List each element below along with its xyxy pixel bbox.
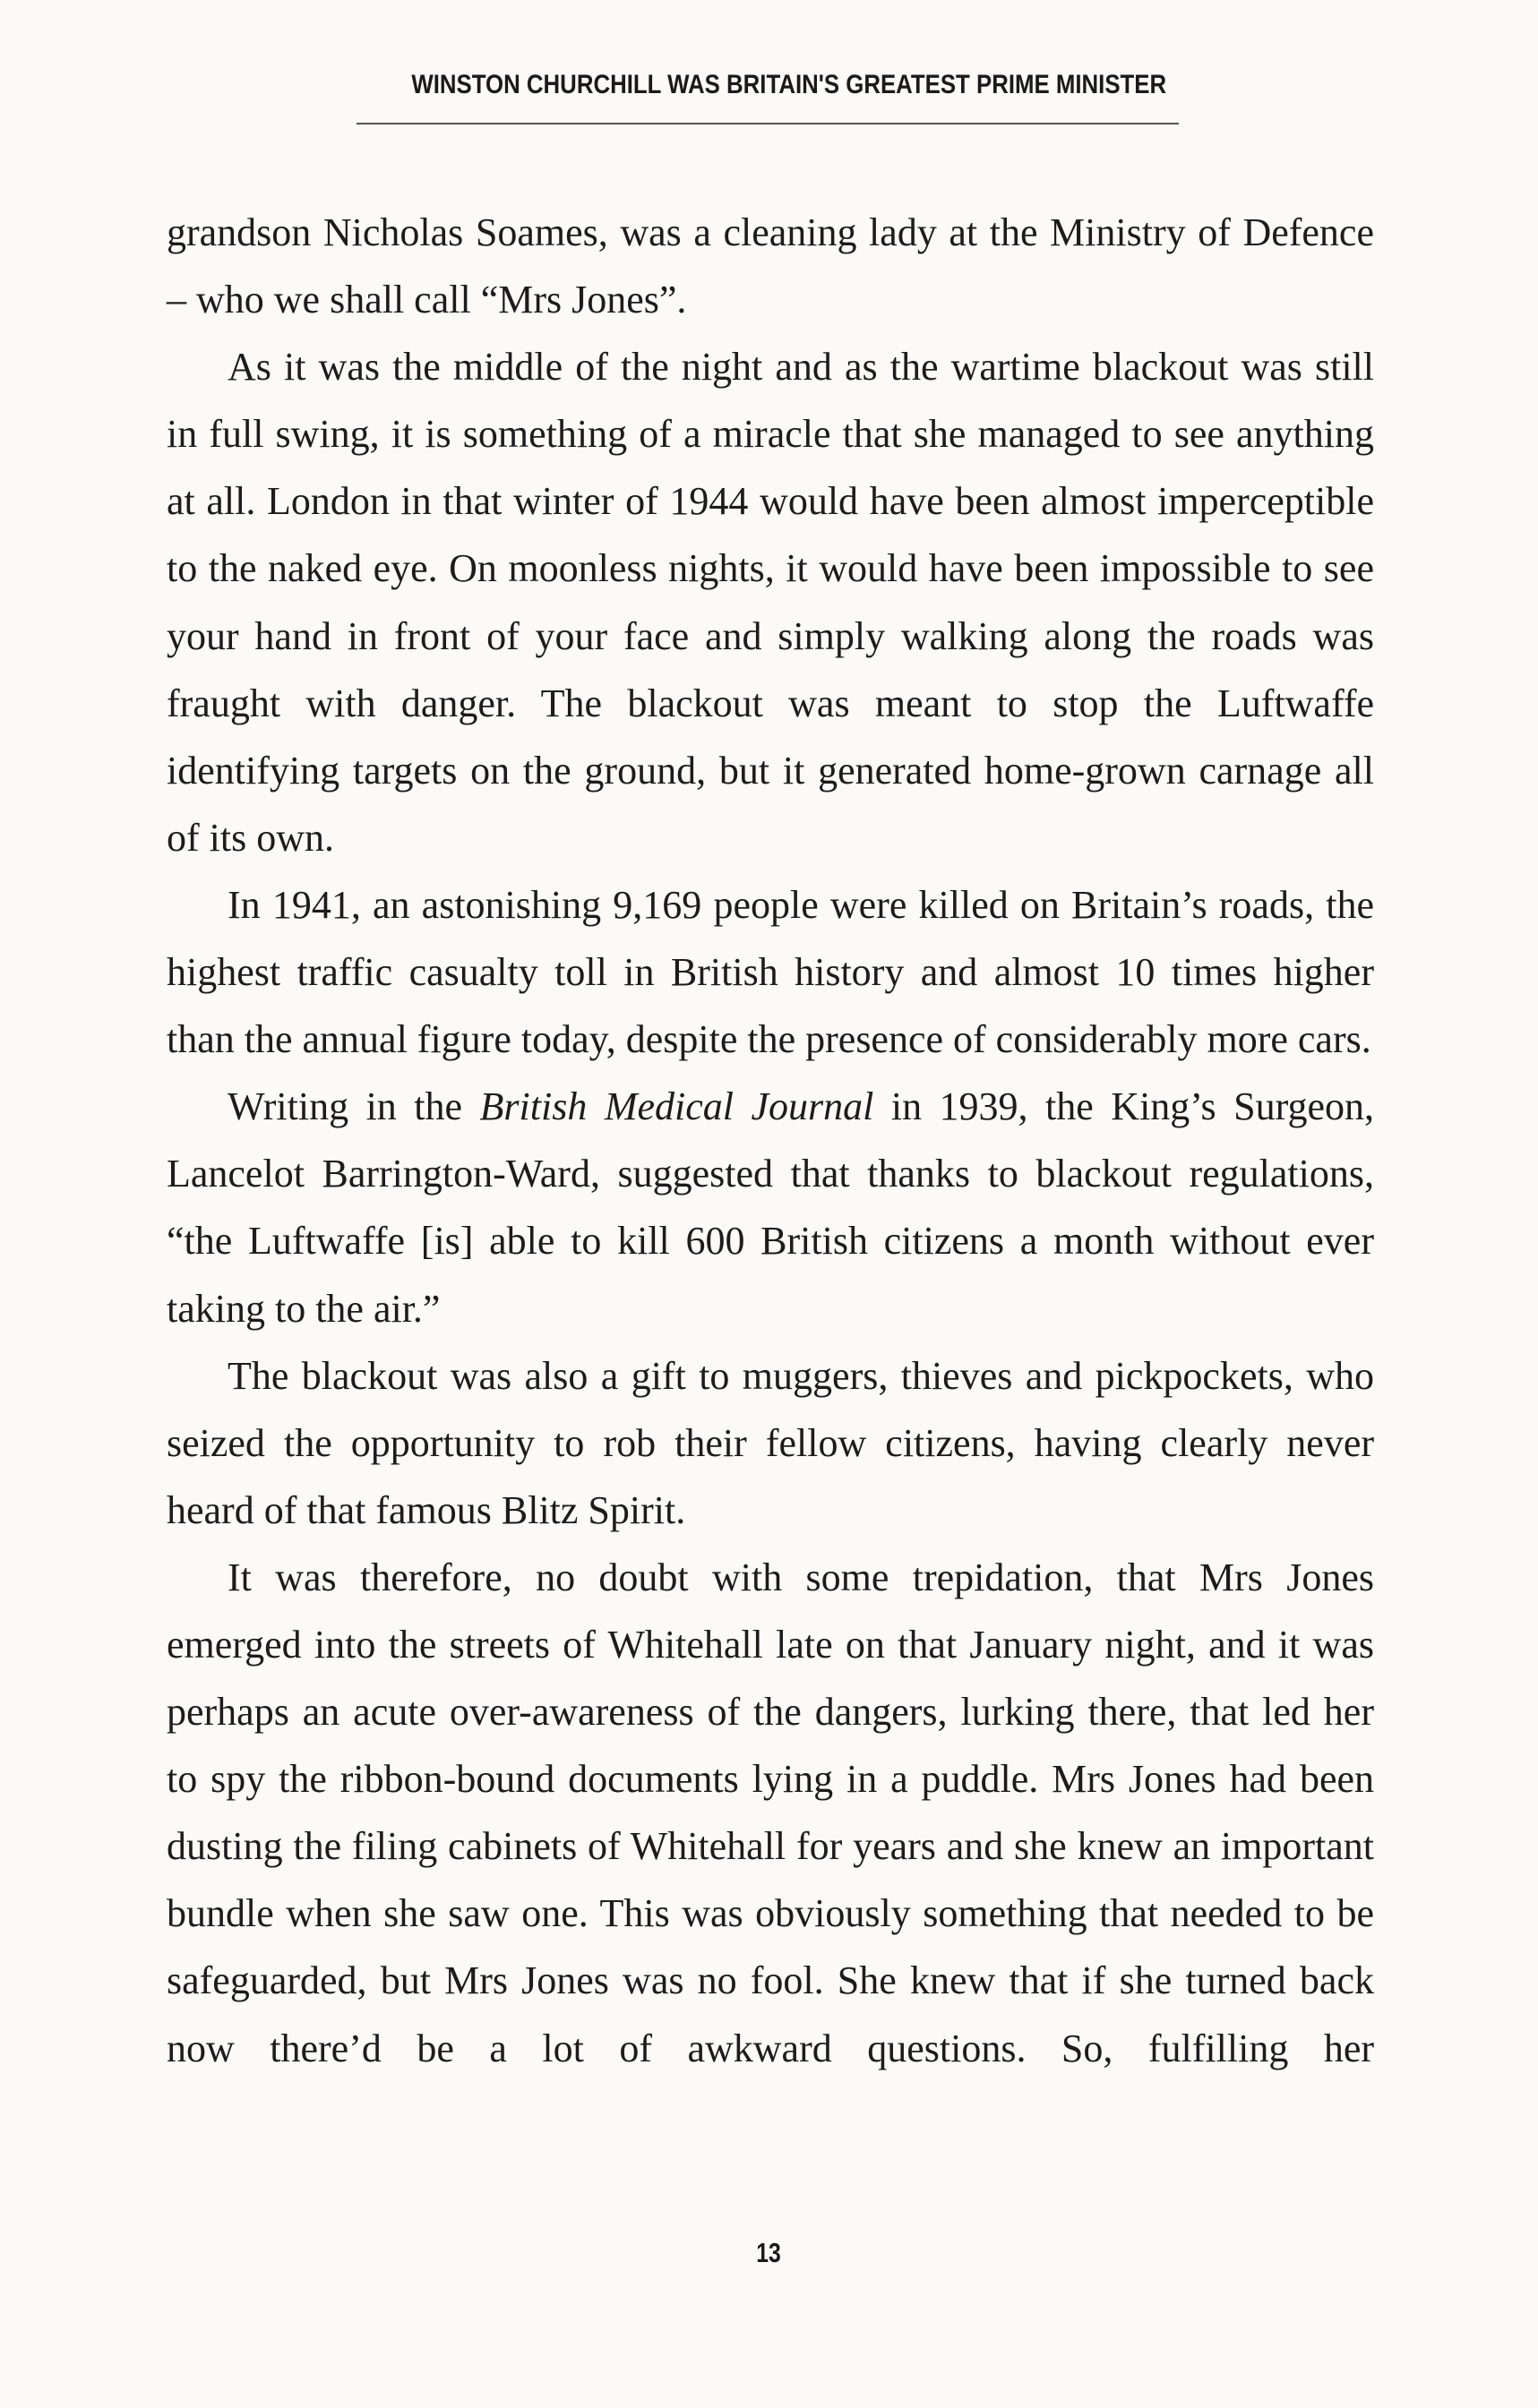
paragraph-3: In 1941, an astonishing 9,169 people were killed on Britain’s roads, the highest traffic casualty toll in British history and almost 10 times higher than the annual figure today, despite the presence of considerably more cars. [167,882,1374,1062]
paragraph-2: As it was the middle of the night and as the wartime blackout was still in full swing, it is something of a miracle that she managed to see anything at all. London in that winter of 1944 would have been almost imperceptible to the naked eye. On moonless nights, it would have been impossible to see your hand in front of your face and simply walking along the roads was fraught with danger. The blackout was meant to stop the Luftwaffe identifying targets on the ground, but it generated home-grown carnage all of its own. [167,345,1374,860]
paragraph-5: The blackout was also a gift to muggers, thieves and pickpockets, who seized the opportunity to rob their fellow citizens, having clearly never heard of that famous Blitz Spirit. [167,1353,1374,1532]
journal-title: British Medical Journal [479,1084,874,1129]
paragraph-4-lead: Writing in the [228,1084,480,1129]
paragraph-1: grandson Nicholas Soames, was a cleaning lady at the Ministry of Defence – who we shall call “Mrs Jones”. [167,210,1374,322]
page-number: 13 [756,2237,781,2268]
header-rule [357,123,1179,124]
running-head: WINSTON CHURCHILL WAS BRITAIN'S GREATEST PRIME MINISTER [411,70,1167,99]
body-text [167,199,1374,2082]
paragraph-4-rest: in 1939, the King’s Surgeon, Lancelot Barrington-Ward, suggested that thanks to blackout regulations, “the Luftwaffe [is] able to kill 600 British citizens a month without ever taking to the air.” [167,1084,1374,1331]
paragraph-6: It was therefore, no doubt with some trepidation, that Mrs Jones emerged into the streets of Whitehall late on that January night, and it was perhaps an acute over-awareness of the dangers, lurking there, that led her to spy the ribbon-bound documents lying in a puddle. Mrs Jones had been dusting the filing cabinets of Whitehall for years and she knew an important bundle when she saw one. This was obviously something that needed to be safeguarded, but Mrs Jones was no fool. She knew that if she turned back now there’d be a lot of awkward questions. So, fulfilling her [167,1555,1374,2070]
paragraph-4 [167,1073,1374,1341]
